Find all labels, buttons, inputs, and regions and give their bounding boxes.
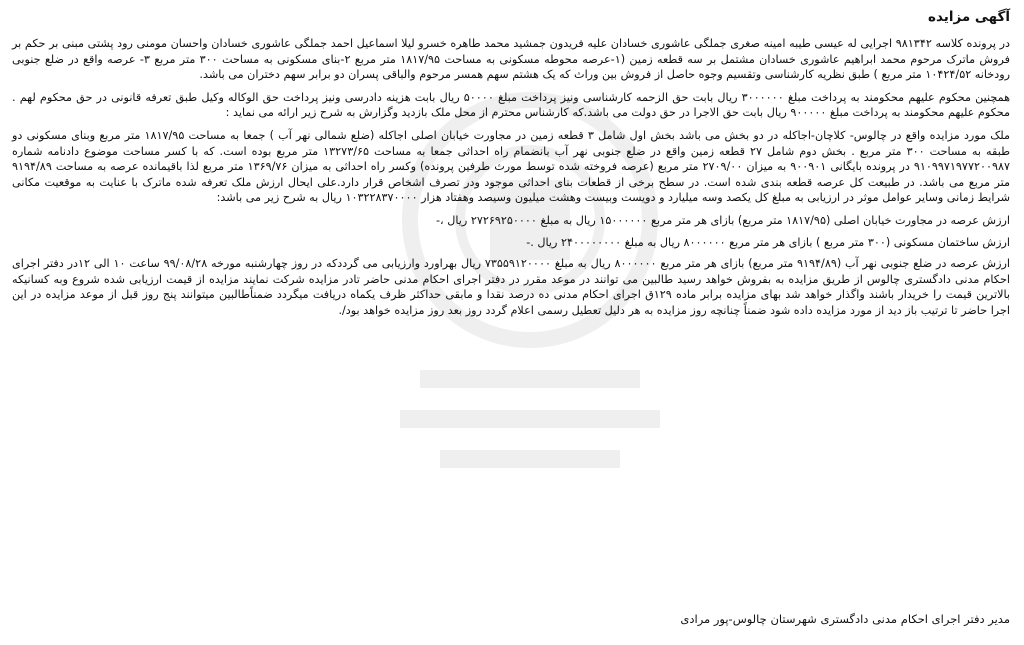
case-summary-paragraph: در پرونده کلاسه ۹۸۱۳۴۲ اجرایی له عیسی طیبه امینه صغری جملگی عاشوری خسادان علیه فریدون جمشید محمد طاهره خسرو لیلا اسماعیل احمد جملگی عاشوری خسادان واحسان مومنی رود پشتی مبنی بر حکم بر فروش ماترک مرحوم محمد ابراهیم عاشوری خسادان مشتمل بر سه قطعه زمین (۱-عرصه محوطه مسکونی به مساحت ۱۸۱۷/۹۵ متر مربع ۲-بنای مسکونی به مساحت ۳۰۰ متر مربع ۳- عرصه واقع در ضلع جنوبی رودخانه ۱۰۴۲۴/۵۲ متر مربع ) طبق نظریه کارشناسی وتقسیم وجوه حاصل از فروش بین وراث که یک هشتم سهم همسر مرحوم والباقی پسران دو برابر سهم دختران می باشد.: [12, 37, 1011, 82]
signature-line: مدیر دفتر اجرای احکام مدنی دادگستری شهرستان چالوس-پور مرادی: [680, 612, 1010, 626]
land-value-line: ارزش عرصه در مجاورت خیابان اصلی (۱۸۱۷/۹۵ متر مربع) بازای هر متر مربع ۱۵۰۰۰۰۰۰ ریال به مبلغ ۲۷۲۶۹۲۵۰۰۰۰ ریال ،-: [436, 213, 1010, 227]
building-value-line: ارزش ساختمان مسکونی (۳۰۰ متر مربع ) بازای هر متر مربع ۸۰۰۰۰۰۰ ریال به مبلغ ۲۴۰۰۰۰۰۰۰۰ ریال .-: [526, 235, 1010, 249]
auction-terms-paragraph: ارزش عرصه در ضلع جنوبی نهر آب (۹۱۹۴/۸۹ متر مربع) بازای هر متر مربع ۸۰۰۰۰۰۰ ریال به مبلغ ۷۳۵۵۹۱۲۰۰۰۰ ریال بهراورد وارزیابی می گرددکه در روز چهارشنبه مورخه ۹۹/۰۸/۲۸ ساعت ۱۰ الی ۱۲در دفتر اجرای احکام مدنی دادگستری چالوس از طریق مزایده به بفروش خواهد رسید طالبین می توانند در موعد مقرر در دفتر اجرای احکام مدنی حاضر تادر مزایده شرکت نمایند مزایده از قیمت ارزیابی شده شروع وبه کسانیکه بالاترین قیمت را خریدار باشند واگذار خواهد شد بهای مزایده برابر ماده ۱۲۹ق اجرای احکام مدنی ده درصد نقدا و مابقی حداکثر ظرف یکماه دریافت میگردد ضمناًطالبین میتوانند پنج روز قبل از موعد مزایده در این اجرا حاضر تا ترتیب باز دید از مورد مزایده داده شود ضمناً چنانچه روز مزایده به هر دلیل تعطیل رسمی اعلام گردد روز بعد روز مزایده خواهد بود/.: [12, 257, 1010, 317]
notice-title: آگهی مزایده: [928, 9, 1010, 25]
fees-paragraph: همچنین محکوم علیهم محکومند به پرداخت مبلغ ۳۰۰۰۰۰۰ ریال بابت حق الزحمه کارشناسی ونیز پرداخت مبلغ ۵۰۰۰۰ ریال بابت هزینه دادرسی ونیز پرداخت حق الوکاله وکیل طبق تعرفه قانونی در حق محکوم لهم . محکوم علیهم محکومند به پرداخت مبلغ ۹۰۰۰۰۰ ریال بابت حق الاجرا در حق دولت می باشد.که کارشناس محترم از محل ملک بازدید وگزارش به شرح زیر ارائه می نماید :: [12, 90, 1010, 120]
property-description-paragraph: ملک مورد مزایده واقع در چالوس- کلاچان-اجاکله در دو بخش می باشد بخش اول شامل ۳ قطعه زمین در مجاورت خیابان اصلی اجاکله (ضلع شمالی نهر آب ) جمعا به مساحت ۱۸۱۷/۹۵ متر مربع وبنای مسکونی دو طبقه به مساحت ۳۰۰ متر مربع . بخش دوم شامل ۲۷ قطعه زمین واقع در ضلع جنوبی نهر آب بانضمام راه احداثی جمعا به مساحت ۱۳۲۷۳/۶۵ متر مربع بوده است. که با کسر مساحت موضوع دادنامه شماره ۹۱۰۹۹۷۱۹۷۷۲۰۰۹۸۷ در پرونده بایگانی ۹۰۰۹۰۱ به میزان ۲۷۰۹/۰۰ متر مربع (عرصه فروخته شده توسط مورث طرفین پرونده) وکسر راه احداثی به میزان ۱۳۶۹/۷۶ متر مربع لذا باقیمانده عرصه به مساحت ۹۱۹۴/۸۹ متر مربع می باشد. در طبیعت کل عرصه قطعه بندی شده است. در سطح برخی از قطعات بنای احداثی موجود ودر تصرف اشخاص قرار دارد.علی ایحال ارزش ملک تعرفه شده ماترک با عنایت به موقعیت مکانی شرایط زمانی وسایر عوامل موثر در ارزیابی به مبلغ کل یکصد وسه میلیارد و دویست وبیست وهشت میلیون وسیصد وهفتاد هزار ۱۰۳۲۲۸۳۷۰۰۰۰ ریال به شرح زیر می باشد:: [12, 128, 1011, 205]
